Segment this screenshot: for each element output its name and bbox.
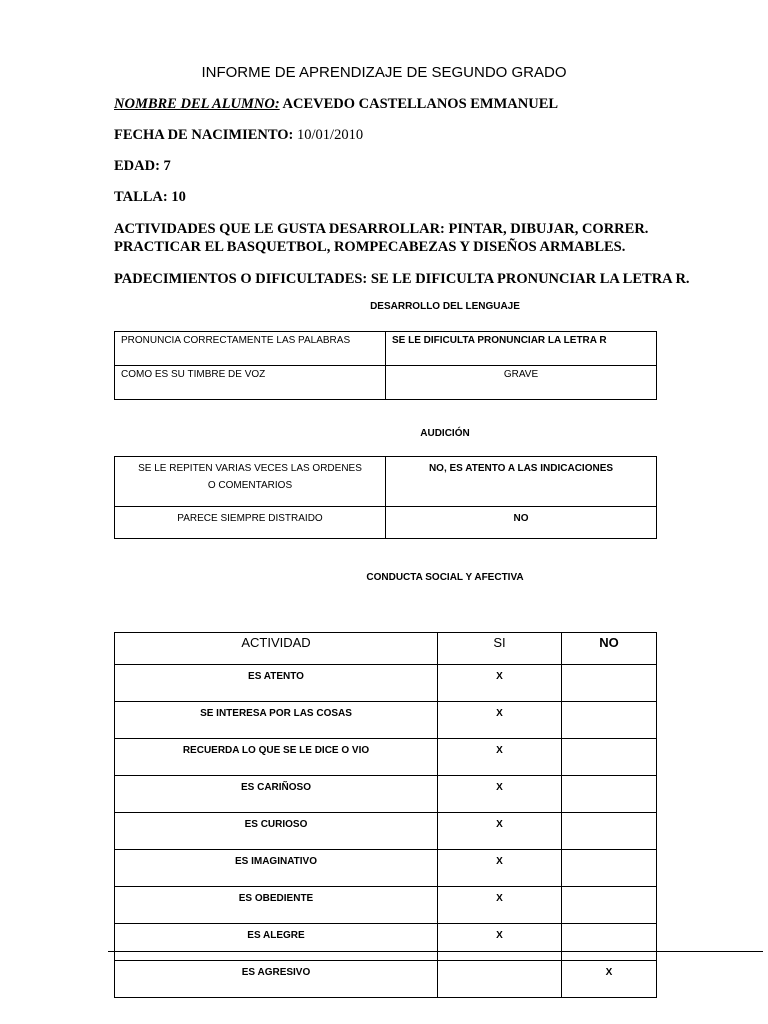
table-row xyxy=(115,366,657,400)
hearing-question-text: SE LE REPITEN VARIAS VECES LAS ORDENES O COMENTARIOS xyxy=(138,463,362,491)
language-question: PRONUNCIA CORRECTAMENTE LAS PALABRAS xyxy=(115,332,386,366)
activity-cell: ES CURIOSO xyxy=(115,813,438,850)
table-row xyxy=(115,702,657,739)
no-cell xyxy=(562,813,657,850)
hearing-table xyxy=(114,456,657,539)
yes-cell: X xyxy=(438,924,562,961)
table-row xyxy=(115,961,657,998)
table-row xyxy=(115,507,657,539)
activity-cell: SE INTERESA POR LAS COSAS xyxy=(115,702,438,739)
table-row xyxy=(115,924,657,961)
yes-cell: X xyxy=(438,887,562,924)
difficulties-paragraph: PADECIMIENTOS O DIFICULTADES: SE LE DIFICULTA PRONUNCIAR LA LETRA R. xyxy=(114,271,690,287)
activity-cell: RECUERDA LO QUE SE LE DICE O VIO xyxy=(115,739,438,776)
size-line: TALLA: 10 xyxy=(114,189,186,205)
student-name-line xyxy=(114,96,558,113)
birth-date-value: 10/01/2010 xyxy=(293,127,364,143)
activity-cell: ES IMAGINATIVO xyxy=(115,850,438,887)
table-row xyxy=(115,813,657,850)
yes-cell: X xyxy=(438,665,562,702)
no-cell xyxy=(562,887,657,924)
birth-date-label: FECHA DE NACIMIENTO: xyxy=(114,127,294,143)
yes-cell: X xyxy=(438,850,562,887)
activity-cell: ES ATENTO xyxy=(115,665,438,702)
table-header-row xyxy=(115,633,657,665)
conduct-table xyxy=(114,632,657,998)
conduct-heading: CONDUCTA SOCIAL Y AFECTIVA xyxy=(366,572,524,583)
hearing-answer: NO xyxy=(386,507,657,539)
table-row xyxy=(115,850,657,887)
age-line: EDAD: 7 xyxy=(114,158,171,174)
activity-cell: ES OBEDIENTE xyxy=(115,887,438,924)
no-cell xyxy=(562,776,657,813)
student-name-label: NOMBRE DEL ALUMNO: xyxy=(114,96,280,112)
hearing-question: PARECE SIEMPRE DISTRAIDO xyxy=(115,507,386,539)
hearing-question xyxy=(115,457,386,507)
language-table xyxy=(114,331,657,400)
student-name-value: ACEVEDO CASTELLANOS EMMANUEL xyxy=(279,96,559,112)
activity-cell: ES AGRESIVO xyxy=(115,961,438,998)
activity-cell: ES CARIÑOSO xyxy=(115,776,438,813)
language-answer: SE LE DIFICULTA PRONUNCIAR LA LETRA R xyxy=(386,332,657,366)
language-heading: DESARROLLO DEL LENGUAJE xyxy=(370,301,520,312)
activities-paragraph: ACTIVIDADES QUE LE GUSTA DESARROLLAR: PINTAR, DIBUJAR, CORRER. PRACTICAR EL BASQUETBOL, ROMPECABEZAS Y DISEÑOS ARMABLES. xyxy=(114,221,649,255)
table-row xyxy=(115,776,657,813)
birth-date-line xyxy=(114,127,363,144)
language-answer: GRAVE xyxy=(386,366,657,400)
table-row xyxy=(115,665,657,702)
table-row xyxy=(115,739,657,776)
header-no: NO xyxy=(562,633,657,665)
no-cell xyxy=(562,702,657,739)
page-bottom-rule xyxy=(108,951,763,952)
yes-cell: X xyxy=(438,813,562,850)
yes-cell: X xyxy=(438,739,562,776)
yes-cell xyxy=(438,961,562,998)
activity-cell: ES ALEGRE xyxy=(115,924,438,961)
language-question: COMO ES SU TIMBRE DE VOZ xyxy=(115,366,386,400)
yes-cell: X xyxy=(438,776,562,813)
hearing-answer: NO, ES ATENTO A LAS INDICACIONES xyxy=(386,457,657,507)
header-activity: ACTIVIDAD xyxy=(115,633,438,665)
no-cell xyxy=(562,924,657,961)
yes-cell: X xyxy=(438,702,562,739)
no-cell xyxy=(562,739,657,776)
no-cell xyxy=(562,850,657,887)
table-row xyxy=(115,457,657,507)
no-cell xyxy=(562,665,657,702)
hearing-heading: AUDICIÓN xyxy=(420,428,470,439)
header-yes: SI xyxy=(438,633,562,665)
no-cell: X xyxy=(562,961,657,998)
document-title: INFORME DE APRENDIZAJE DE SEGUNDO GRADO xyxy=(201,64,567,81)
table-row xyxy=(115,887,657,924)
table-row xyxy=(115,332,657,366)
